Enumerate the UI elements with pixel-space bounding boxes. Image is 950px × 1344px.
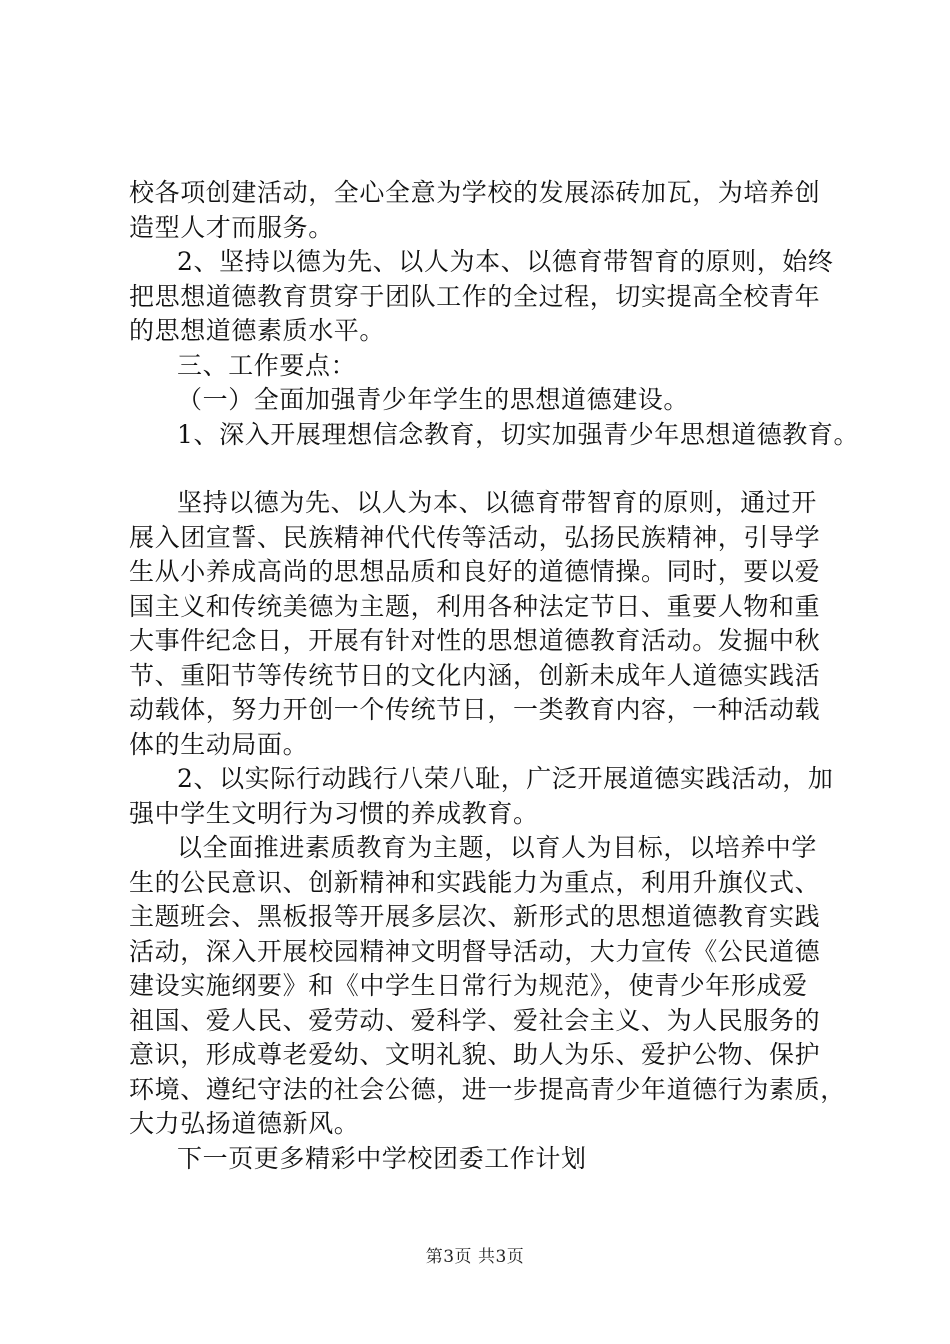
text-line: 坚持以德为先、以人为本、以德育带智育的原则，通过开 — [177, 488, 818, 517]
text-line: 造型人才而服务。 — [129, 212, 334, 242]
text-line: 国主义和传统美德为主题，利用各种法定节日、重要人物和重 — [129, 591, 821, 621]
text-line: 活动，深入开展校园精神文明督导活动，大力宣传《公民道德 — [129, 936, 821, 966]
paragraph-gap — [129, 452, 849, 486]
text-line: 祖国、爱人民、爱劳动、爱科学、爱社会主义、为人民服务的 — [129, 1005, 821, 1035]
text-line: 1、深入开展理想信念教育，切实加强青少年思想道德教育。 — [177, 419, 860, 449]
text-line: 生从小养成高尚的思想品质和良好的道德情操。同时，要以爱 — [129, 557, 821, 586]
text-line: 校各项创建活动，全心全意为学校的发展添砖加瓦，为培养创 — [129, 178, 821, 207]
text-line: 大事件纪念日，开展有针对性的思想道德教育活动。发掘中秋 — [129, 626, 821, 655]
text-line: 以全面推进素质教育为主题，以育人为目标，以培养中学 — [177, 833, 818, 862]
text-line: 节、重阳节等传统节日的文化内涵，创新未成年人道德实践活 — [129, 660, 821, 690]
page-number-footer: 第3页 共3页 — [425, 1247, 525, 1267]
text-line: 的思想道德素质水平。 — [129, 316, 386, 345]
document-body — [129, 176, 860, 1176]
text-line: 大力弘扬道德新风。 — [129, 1109, 360, 1138]
text-line: 建设实施纲要》和《中学生日常行为规范》，使青少年形成爱 — [129, 971, 808, 1000]
next-page-link-text: 下一页更多精彩中学校团委工作计划 — [177, 1143, 587, 1173]
text-line: 2、以实际行动践行八荣八耻，广泛开展道德实践活动，加 — [177, 764, 834, 793]
section-heading: 三、工作要点： — [177, 350, 357, 380]
text-line: 强中学生文明行为习惯的养成教育。 — [129, 798, 539, 828]
text-line: 展入团宣誓、民族精神代代传等活动，弘扬民族精神，引导学 — [129, 522, 821, 552]
text-line: 主题班会、黑板报等开展多层次、新形式的思想道德教育实践 — [129, 902, 821, 931]
text-line: 意识，形成尊老爱幼、文明礼貌、助人为乐、爱护公物、保护 — [129, 1040, 821, 1069]
text-line: 动载体，努力开创一个传统节日，一类教育内容，一种活动载 — [129, 695, 821, 724]
text-line: 生的公民意识、创新精神和实践能力为重点，利用升旗仪式、 — [129, 867, 821, 897]
text-line: 体的生动局面。 — [129, 729, 309, 759]
text-line: 环境、遵纪守法的社会公德，进一步提高青少年道德行为素质， — [129, 1074, 846, 1104]
subsection-heading: （一）全面加强青少年学生的思想道德建设。 — [177, 385, 690, 414]
text-line: 2、坚持以德为先、以人为本、以德育带智育的原则，始终 — [177, 247, 834, 276]
text-line: 把思想道德教育贯穿于团队工作的全过程，切实提高全校青年 — [129, 281, 821, 311]
